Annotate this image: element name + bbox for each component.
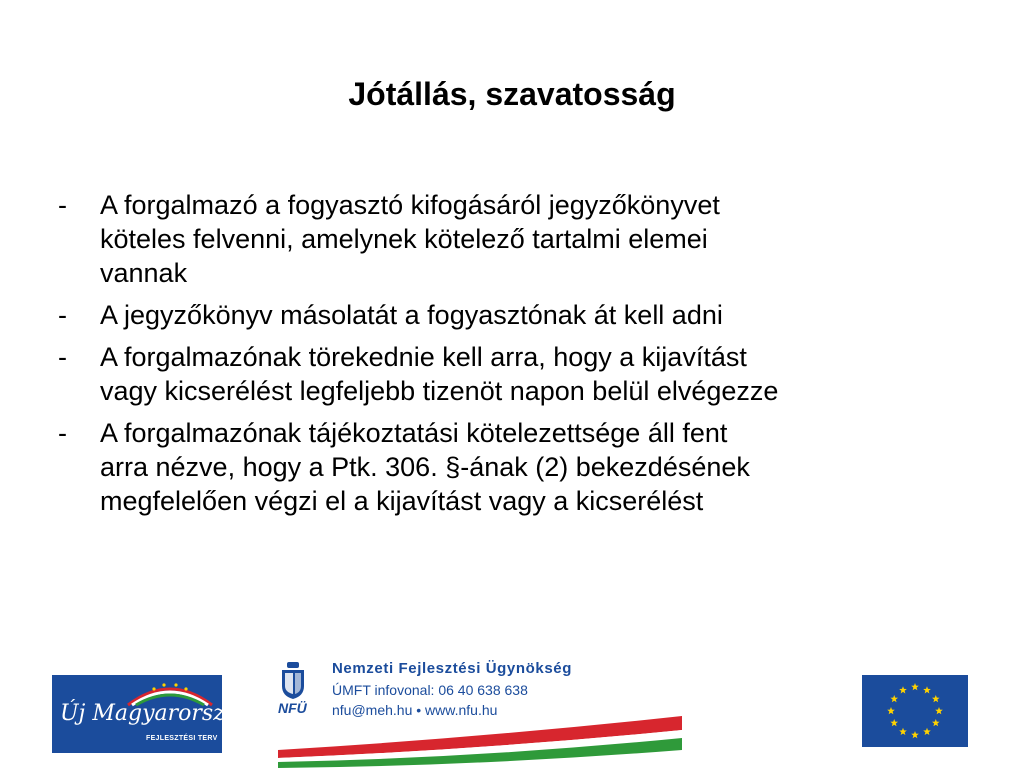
fejlesztesi-terv-label: FEJLESZTÉSI TERV <box>146 735 218 742</box>
bullet-item-4 <box>56 416 976 518</box>
nfu-mark: NFÜ <box>278 700 307 716</box>
eu-stars-icon <box>862 675 968 747</box>
eu-star <box>890 719 898 726</box>
eu-flag <box>862 675 968 747</box>
eu-star <box>911 731 919 738</box>
eu-star <box>887 707 895 714</box>
eu-star <box>932 719 940 726</box>
eu-star <box>890 695 898 702</box>
contact-line: nfu@meh.hu • www.nfu.hu <box>332 702 498 718</box>
bullet-item-2 <box>56 298 976 332</box>
infoline: ÚMFT infovonal: 06 40 638 638 <box>332 682 528 698</box>
eu-star <box>899 728 907 735</box>
eu-star <box>923 686 931 693</box>
bullet-line: A jegyzőkönyv másolatát a fogyasztónak át kell adni <box>100 300 723 330</box>
bullet-marker: - <box>58 190 67 220</box>
bullet-marker: - <box>58 300 67 330</box>
bullet-line: köteles felvenni, amelynek kötelező tartalmi elemei <box>100 224 708 254</box>
bullet-line: A forgalmazónak tájékoztatási kötelezettsége áll fent <box>100 418 728 448</box>
bullet-item-3 <box>56 340 976 408</box>
bullet-line: vannak <box>100 258 188 288</box>
eu-star <box>911 683 919 690</box>
bullet-line: A forgalmazónak törekednie kell arra, hogy a kijavítást <box>100 342 747 372</box>
agency-name: Nemzeti Fejlesztési Ügynökség <box>332 660 572 677</box>
eu-star <box>932 695 940 702</box>
bullet-marker: - <box>58 418 67 448</box>
bullet-line: arra nézve, hogy a Ptk. 306. §-ának (2) bekezdésének <box>100 452 750 482</box>
slide-title: Jótállás, szavatosság <box>348 76 676 112</box>
bullet-line: vagy kicserélést legfeljebb tizenöt napon belül elvégezze <box>100 376 779 406</box>
eu-star <box>935 707 943 714</box>
nfu-logo <box>278 656 688 768</box>
tricolor-swoosh-icon <box>278 716 688 768</box>
eu-star <box>899 686 907 693</box>
hungarian-crest-icon <box>280 662 306 700</box>
bullet-marker: - <box>58 342 67 372</box>
eu-star <box>923 728 931 735</box>
bullet-line: megfelelően végzi el a kijavítást vagy a kicserélést <box>100 486 704 516</box>
uj-magyarorszag-name: Új Magyarország <box>60 701 252 726</box>
uj-magyarorszag-logo <box>52 675 252 753</box>
bullet-list <box>56 188 976 526</box>
bullet-line: A forgalmazó a fogyasztó kifogásáról jegyzőkönyvet <box>100 190 720 220</box>
bullet-item-1 <box>56 188 976 290</box>
